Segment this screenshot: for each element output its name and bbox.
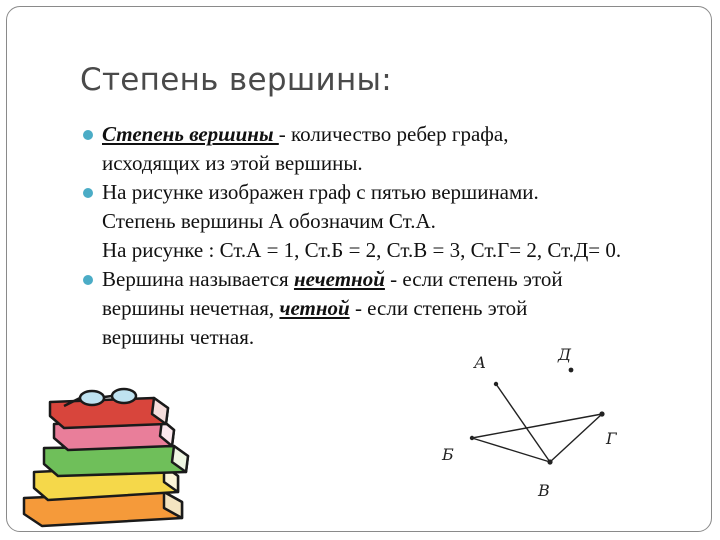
bullet-list [80,120,700,352]
example-line3: На рисунке : Ст.А = 1, Ст.Б = 2, Ст.В = 3, Ст.Г= 2, Ст.Д= 0. [102,238,622,262]
vertex-label-v: В [538,481,550,500]
vertex-g [599,411,604,416]
odd-even-part3: вершины нечетная, [102,296,280,320]
edge-b-v [472,438,550,462]
term-odd: нечетной [293,267,385,291]
vertex-a [494,382,498,386]
edge-v-g [550,414,602,462]
odd-even-part2: - если степень этой [384,267,563,291]
vertex-d [569,368,574,373]
vertex-label-g: Г [606,429,617,448]
vertex-v [547,459,552,464]
vertex-b [470,436,474,440]
bullet-item-example [80,178,700,265]
edge-b-g [472,414,602,438]
bullet-dot-icon [83,130,93,140]
term-degree: Степень вершины [102,122,279,146]
definition-text-line2: исходящих из этой вершины. [102,151,363,175]
vertex-label-a: А [474,353,487,372]
example-line2: Степень вершины А обозначим Ст.А. [102,209,436,233]
bullet-dot-icon [83,188,93,198]
books-clipart-icon [14,380,214,530]
edge-a-v [496,384,550,462]
example-line1: На рисунке изображен граф с пятью вершинами. [102,180,539,204]
bullet-item-degree-definition [80,120,700,178]
term-even: четной [279,296,350,320]
vertex-label-d: Д [558,345,572,364]
odd-even-part1: Вершина называется [102,267,294,291]
bullet-item-odd-even [80,265,700,352]
slide-title: Степень вершины: [80,62,393,98]
graph-diagram [430,340,670,510]
vertex-label-b: Б [442,445,454,464]
bullet-dot-icon [83,275,93,285]
odd-even-part5: вершины четная. [102,325,255,349]
odd-even-part4: - если степень этой [349,296,528,320]
definition-text: - количество ребер графа, [278,122,509,146]
